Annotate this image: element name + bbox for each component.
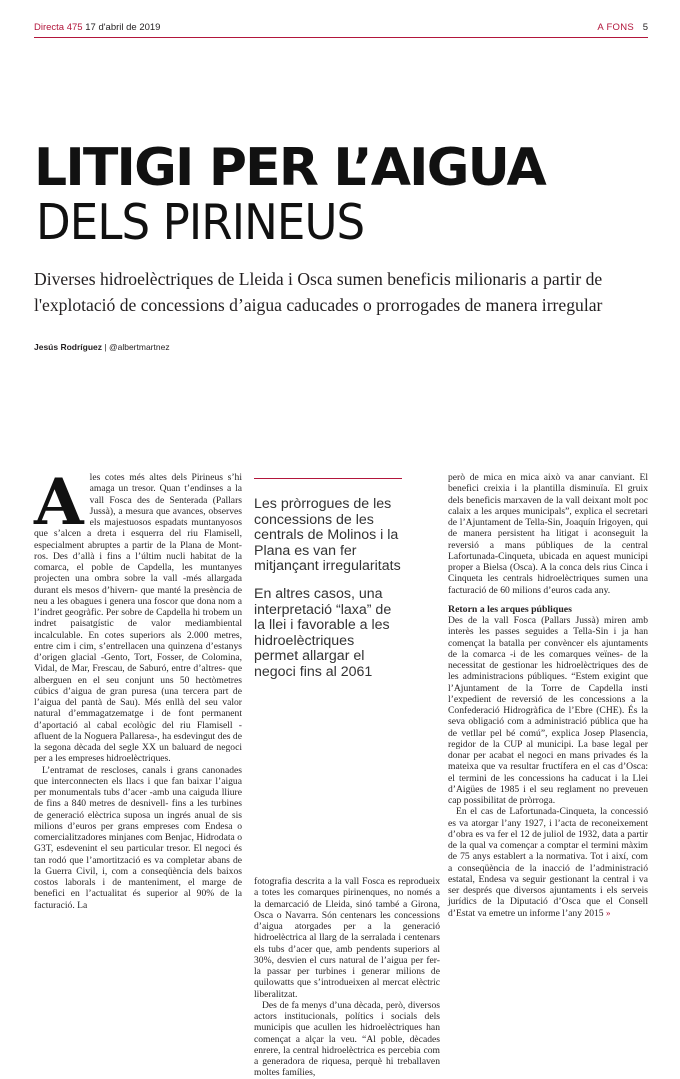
section-subhead: Retorn a les arques públiques <box>448 603 572 615</box>
byline-separator: | <box>102 342 109 352</box>
paragraph: les cotes més altes dels Pirineus s’hi amaga un tresor. Quan t’endinses a la vall Fosca des de Senterada (Pallars Jussà), a mesura que avances, observes els majestuosos espadats muntanyosos que s’alcen a dreta i esquerra del riu Flamisell, especialment abruptes a partir de la Plana de Mont-ros. Des d’allà i fins a l’últim nucli habitat de la comarca, el poble de Capdella, les muntanyes projecten una ombra sobre la vall -més allargada durant els mesos d’hivern- que manté la presència de neu a les obagues i genera una foscor que dona nom a l’indret geogràfic. Per sobre de Capdella hi trobem un indret paisatgístic de valor mediambiental incalculable. En cotes superiors als 2.000 metres, entre cim i cim, s’entrellacen una quinzena d’estanys d’origen glacial -Gento, Tort, Fosser, de Colomina, Vidal, de Mar, Frescau, de Saburó, entre d’altres- que alberguen en el seu conjunt uns 50 hectòmetres cúbics d’aigua de gran puresa (una tercera part de l’aigua del pantà de Sau). Més enllà del seu valor natural d’emmagatzematge i de font permanent d’aportació al cabal ecològic del riu Flamisell -afluent de la Noguera Pallaresa-, ha esdevingut des de la segona dècada del segle XX un baluard de negoci per a les empreses hidroelèctriques. <box>34 472 242 765</box>
issue-date: 17 d'abril de 2019 <box>85 22 161 33</box>
headline-line2: DELS PIRINEUS <box>36 194 365 251</box>
article-subtitle: Diverses hidroelèctriques de Lleida i Osca sumen beneficis milionaris a partir de l'explotació de concessions d’aigua caducades o prorrogades de manera irregular <box>34 269 603 315</box>
page-header-left <box>34 22 160 33</box>
section-name: A FONS <box>597 22 635 33</box>
paragraph: L’entramat de rescloses, canals i grans canonades que interconnecten els llacs i que fan baixar l’aigua per monumentals tubs d’acer -amb una caiguda lliure de fins a 840 metres de desnivell- fins a les turbines de generació elèctrica suposa un ingrés anual de sis milions d’euros per grans empreses com Endesa o comercialitzadores minjanes com Benjac, Hidrodata o G3T, esdevenint el seu particular tresor. El negoci és tan rodó que l’amortització es va completar abans de la Guerra Civil, i, com a conseqüència dels baixos costos laborals i de manteniment, el marge de benefici en l’actualitat és superior al 90% de la facturació. La <box>34 764 242 911</box>
text-column-2 <box>254 876 440 1079</box>
pull-quote-box <box>254 478 402 693</box>
paragraph: Des de la vall Fosca (Pallars Jussà) miren amb interès les passes seguides a Tella-Sin i ja han començat la batalla per convèncer els ajuntaments de la comarca -i de les comarques veïnes- de la necessitat de gestionar les hidroelèctriques des de les administracions públiques. “Estem exigint que l’Ajuntament de la Torre de Capdella insti l’expedient de reversió de les concessions a la Confederació Hidrogràfica de l’Ebre (CHE). És la seva obligació com a administració pública que ha de vetllar pel bé comú”, explica Josep Plasencia, regidor de la CUP al municipi. La base legal per donar per acabat el negoci en mans privades és la mateixa que va resultar fructífera en el cas d’Osca: el termini de les concessions ha caducat i la Llei d’Aigües de 1985 i el seu reglament no preveuen cap possibilitat de pròrroga. <box>448 615 648 806</box>
drop-cap: A <box>34 465 84 540</box>
author-name: Jesús Rodríguez <box>34 342 103 352</box>
text-column-1 <box>34 465 242 911</box>
paragraph-text: En el cas de Lafortunada-Cinqueta, la concessió es va atorgar l’any 1927, i l’acta de reconeixement d’obra es va fer el 12 de juliol de 1932, data a partir de la qual va començar a comptar el termini màxim de 75 anys establert a la normativa. Tot i així, com a conseqüència de la inacció de l’administració estatal, Endesa va seguir gestionant la central i va ser després que diversos ajuntaments i els serveis jurídics de la Diputació d’Osca que el Consell d’Estat va emetre un informe l’any 2015 <box>448 806 648 919</box>
continue-mark: » <box>606 907 611 918</box>
paragraph: però de mica en mica això va anar canviant. El benefici creixia i la plantilla disminuïa. El gruix dels beneficis marxaven de la vall deixant molt poc calaix a les arques municipals”, explica el secretari de l’Ajuntament de Tella-Sin, Joaquín Irigoyen, qui de manera persistent ha litigat i aconseguit la reversió a mans públiques de la central Lafortunada-Cinqueta, ubicada en aquest municipi proper a Bielsa (Osca). A la conca dels rius Cinca i Cinqueta les centrals hidroelèctriques sumen una facturació de 60 milions d’euros cada any. <box>448 472 648 596</box>
header-rule <box>34 37 648 38</box>
publication-name: Directa 475 <box>34 22 83 33</box>
text-column-3 <box>448 472 648 919</box>
headline-line1: LITIGI PER L’AIGUA <box>34 138 545 198</box>
page-header-right <box>597 22 648 33</box>
page-number: 5 <box>642 22 648 33</box>
byline <box>34 342 170 352</box>
paragraph: fotografia descrita a la vall Fosca es reprodueix a totes les comarques pirinenques, no només a la demarcació de Lleida, sinó també a Girona, Osca o Navarra. Són centenars les concessions d’aigua atorgades per a la generació hidroelèctrica al llarg de la serralada i centenars els tubs d’acer que, amb pendents superiors al 30%, desvien el curs natural de l’aigua per fer-la passar per turbines i generar milions de quilowatts que s’introdueixen al mercat elèctric liberalitzat. <box>254 876 440 1000</box>
paragraph <box>448 806 648 919</box>
author-handle: @albertmartnez <box>108 342 170 352</box>
paragraph: Des de fa menys d’una dècada, però, diversos actors institucionals, polítics i socials dels municipis que acullen les hidroelèctriques han començat a alçar la veu. “Al poble, dècades enrere, la central hidroelèctrica es percebia com a generadora de riquesa, perquè hi treballaven moltes famílies, <box>254 999 440 1079</box>
pull-quote: En altres casos, una interpretació “laxa” de la llei i favorable a les hidroelèctriques permet allargar el negoci fins al 2061 <box>254 585 392 680</box>
pull-quote: Les pròrrogues de les concessions de les centrals de Molinos i la Plana es van fer mitjançant irregularitats <box>254 496 401 575</box>
